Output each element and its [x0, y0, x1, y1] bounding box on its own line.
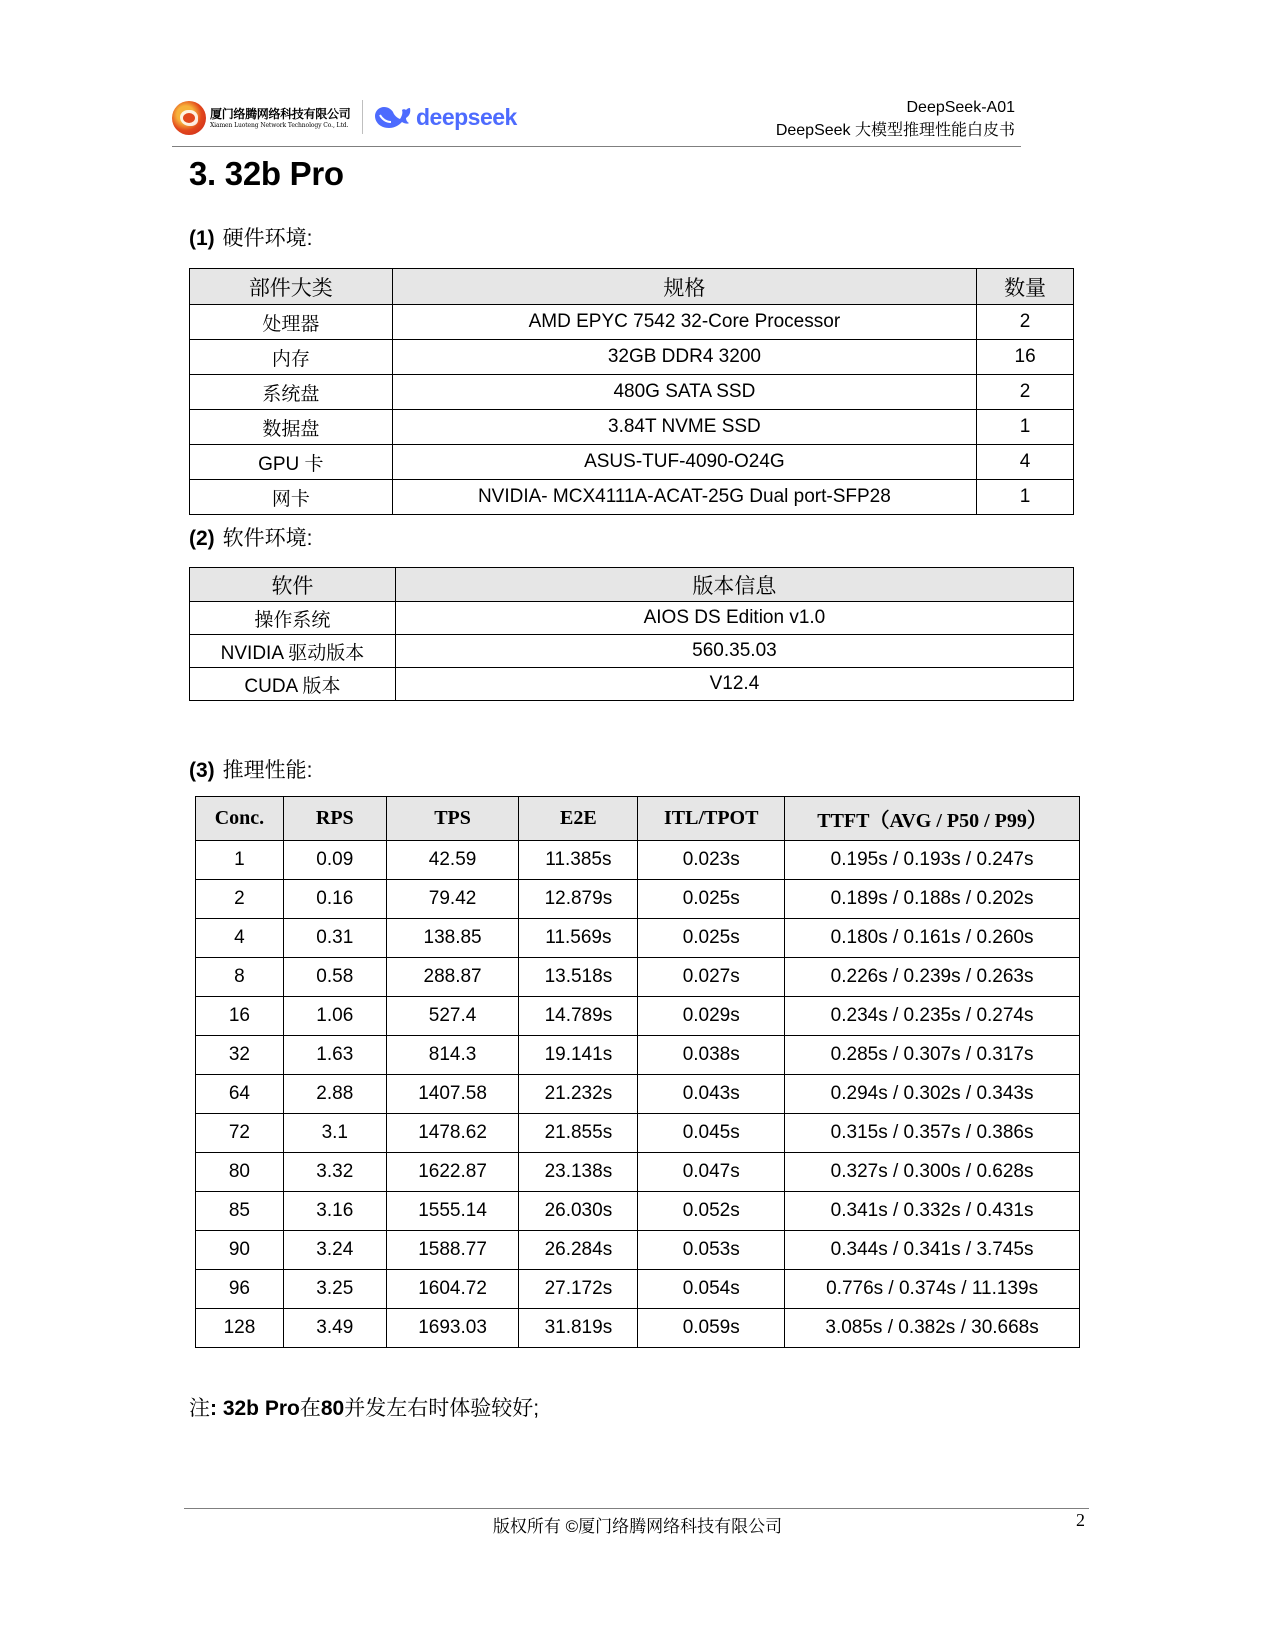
note-concurrency: 80 [320, 1397, 345, 1420]
e2e-cell: 26.030s [519, 1192, 638, 1231]
spec-cell: 32GB DDR4 3200 [392, 340, 977, 375]
software-heading-text: 软件环境: [222, 527, 313, 550]
concurrency-cell: 96 [196, 1270, 284, 1309]
table-row [196, 1309, 1080, 1348]
component-cell: 内存 [190, 340, 393, 375]
e2e-cell: 11.385s [519, 841, 638, 880]
table-row [196, 919, 1080, 958]
rps-cell: 1.63 [283, 1036, 386, 1075]
software-name-cell: CUDA 版本 [190, 668, 396, 701]
table-row [190, 340, 1074, 375]
rps-cell: 3.1 [283, 1114, 386, 1153]
header-divider [172, 146, 1021, 147]
performance-heading-number: (3) [189, 759, 215, 782]
e2e-cell: 14.789s [519, 997, 638, 1036]
tps-cell: 1604.72 [386, 1270, 519, 1309]
table-row [190, 668, 1074, 701]
itl-cell: 0.043s [638, 1075, 785, 1114]
rps-cell: 3.32 [283, 1153, 386, 1192]
column-header-ttft: TTFT（AVG / P50 / P99） [785, 797, 1080, 841]
software-heading-number: (2) [189, 527, 215, 550]
itl-cell: 0.047s [638, 1153, 785, 1192]
concurrency-cell: 90 [196, 1231, 284, 1270]
ttft-cell: 3.085s / 0.382s / 30.668s [785, 1309, 1080, 1348]
footer-divider [184, 1508, 1089, 1509]
ttft-cell: 0.344s / 0.341s / 3.745s [785, 1231, 1080, 1270]
itl-cell: 0.054s [638, 1270, 785, 1309]
software-table [189, 567, 1074, 701]
ttft-cell: 0.180s / 0.161s / 0.260s [785, 919, 1080, 958]
rps-cell: 3.49 [283, 1309, 386, 1348]
column-header: 规格 [392, 269, 977, 305]
performance-heading [189, 754, 313, 784]
tps-cell: 1588.77 [386, 1231, 519, 1270]
rps-cell: 3.24 [283, 1231, 386, 1270]
column-header: 数量 [977, 269, 1074, 305]
table-row [190, 480, 1074, 515]
document-code: DeepSeek-A01 [906, 99, 1015, 116]
tps-cell: 527.4 [386, 997, 519, 1036]
e2e-cell: 26.284s [519, 1231, 638, 1270]
table-row [190, 602, 1074, 635]
component-cell: 处理器 [190, 305, 393, 340]
component-cell: 系统盘 [190, 375, 393, 410]
performance-table [195, 796, 1080, 1348]
table-row [196, 1036, 1080, 1075]
spec-cell: 3.84T NVME SSD [392, 410, 977, 445]
rps-cell: 1.06 [283, 997, 386, 1036]
tps-cell: 79.42 [386, 880, 519, 919]
conclusion-note [189, 1392, 539, 1422]
concurrency-cell: 32 [196, 1036, 284, 1075]
table-row [196, 1114, 1080, 1153]
table-row [196, 880, 1080, 919]
logo-divider [362, 100, 363, 134]
concurrency-cell: 85 [196, 1192, 284, 1231]
itl-cell: 0.052s [638, 1192, 785, 1231]
spec-cell: AMD EPYC 7542 32-Core Processor [392, 305, 977, 340]
itl-cell: 0.045s [638, 1114, 785, 1153]
rps-cell: 2.88 [283, 1075, 386, 1114]
footer-copyright: 版权所有 ©厦门络腾网络科技有限公司 [492, 1517, 783, 1536]
column-header-itl: ITL/TPOT [638, 797, 785, 841]
note-prefix: 注 [189, 1397, 210, 1420]
quantity-cell: 2 [977, 305, 1074, 340]
tps-cell: 1478.62 [386, 1114, 519, 1153]
component-cell: 网卡 [190, 480, 393, 515]
itl-cell: 0.023s [638, 841, 785, 880]
ttft-cell: 0.234s / 0.235s / 0.274s [785, 997, 1080, 1036]
hardware-heading-number: (1) [189, 227, 215, 250]
column-header: 软件 [190, 568, 396, 602]
note-model: : 32b Pro [210, 1397, 300, 1420]
e2e-cell: 23.138s [519, 1153, 638, 1192]
table-header-row [190, 568, 1074, 602]
concurrency-cell: 72 [196, 1114, 284, 1153]
rps-cell: 0.09 [283, 841, 386, 880]
table-row [190, 410, 1074, 445]
tps-cell: 1407.58 [386, 1075, 519, 1114]
software-name-cell: 操作系统 [190, 602, 396, 635]
column-header-rps: RPS [283, 797, 386, 841]
itl-cell: 0.053s [638, 1231, 785, 1270]
concurrency-cell: 1 [196, 841, 284, 880]
table-row [196, 1192, 1080, 1231]
ttft-cell: 0.285s / 0.307s / 0.317s [785, 1036, 1080, 1075]
concurrency-cell: 80 [196, 1153, 284, 1192]
table-row [190, 375, 1074, 410]
itl-cell: 0.029s [638, 997, 785, 1036]
e2e-cell: 21.232s [519, 1075, 638, 1114]
software-heading [189, 522, 313, 552]
version-cell: 560.35.03 [395, 635, 1073, 668]
column-header-concurrency: Conc. [196, 797, 284, 841]
e2e-cell: 11.569s [519, 919, 638, 958]
quantity-cell: 2 [977, 375, 1074, 410]
company-flame-icon [172, 101, 206, 135]
spec-cell: 480G SATA SSD [392, 375, 977, 410]
concurrency-cell: 8 [196, 958, 284, 997]
ttft-cell: 0.294s / 0.302s / 0.343s [785, 1075, 1080, 1114]
e2e-cell: 21.855s [519, 1114, 638, 1153]
ttft-cell: 0.315s / 0.357s / 0.386s [785, 1114, 1080, 1153]
ttft-cell: 0.341s / 0.332s / 0.431s [785, 1192, 1080, 1231]
table-row [196, 958, 1080, 997]
table-header-row [190, 269, 1074, 305]
company-logo [172, 98, 362, 138]
component-cell: 数据盘 [190, 410, 393, 445]
deepseek-whale-icon [374, 102, 412, 132]
quantity-cell: 16 [977, 340, 1074, 375]
column-header-e2e: E2E [519, 797, 638, 841]
table-row [190, 445, 1074, 480]
table-row [190, 635, 1074, 668]
itl-cell: 0.025s [638, 919, 785, 958]
rps-cell: 0.16 [283, 880, 386, 919]
concurrency-cell: 2 [196, 880, 284, 919]
e2e-cell: 12.879s [519, 880, 638, 919]
quantity-cell: 1 [977, 480, 1074, 515]
rps-cell: 0.31 [283, 919, 386, 958]
rps-cell: 3.16 [283, 1192, 386, 1231]
itl-cell: 0.025s [638, 880, 785, 919]
company-name-en: Xiamen Luoteng Network Technology Co., Ltd. [210, 121, 349, 129]
spec-cell: NVIDIA- MCX4111A-ACAT-25G Dual port-SFP28 [392, 480, 977, 515]
performance-heading-text: 推理性能: [222, 759, 313, 782]
deepseek-logo [374, 99, 517, 135]
ttft-cell: 0.189s / 0.188s / 0.202s [785, 880, 1080, 919]
company-name-cn: 厦门络腾网络科技有限公司 [210, 106, 351, 121]
note-suffix: 并发左右时体验较好; [344, 1397, 540, 1420]
table-row [196, 1270, 1080, 1309]
tps-cell: 1622.87 [386, 1153, 519, 1192]
concurrency-cell: 64 [196, 1075, 284, 1114]
hardware-table [189, 268, 1074, 515]
version-cell: AIOS DS Edition v1.0 [395, 602, 1073, 635]
concurrency-cell: 128 [196, 1309, 284, 1348]
table-row [196, 1075, 1080, 1114]
column-header: 版本信息 [395, 568, 1073, 602]
column-header-tps: TPS [386, 797, 519, 841]
column-header: 部件大类 [190, 269, 393, 305]
tps-cell: 814.3 [386, 1036, 519, 1075]
e2e-cell: 13.518s [519, 958, 638, 997]
table-row [196, 1153, 1080, 1192]
hardware-heading-text: 硬件环境: [222, 227, 313, 250]
concurrency-cell: 16 [196, 997, 284, 1036]
rps-cell: 3.25 [283, 1270, 386, 1309]
tps-cell: 1693.03 [386, 1309, 519, 1348]
e2e-cell: 19.141s [519, 1036, 638, 1075]
hardware-heading [189, 222, 313, 252]
brand-wordmark: deepseek [416, 103, 517, 130]
quantity-cell: 4 [977, 445, 1074, 480]
e2e-cell: 31.819s [519, 1309, 638, 1348]
document-title: DeepSeek 大模型推理性能白皮书 [775, 122, 1015, 139]
spec-cell: ASUS-TUF-4090-O24G [392, 445, 977, 480]
ttft-cell: 0.327s / 0.300s / 0.628s [785, 1153, 1080, 1192]
concurrency-cell: 4 [196, 919, 284, 958]
version-cell: V12.4 [395, 668, 1073, 701]
software-name-cell: NVIDIA 驱动版本 [190, 635, 396, 668]
component-cell: GPU 卡 [190, 445, 393, 480]
quantity-cell: 1 [977, 410, 1074, 445]
tps-cell: 42.59 [386, 841, 519, 880]
document-header-info [776, 96, 1015, 142]
rps-cell: 0.58 [283, 958, 386, 997]
table-row [190, 305, 1074, 340]
tps-cell: 138.85 [386, 919, 519, 958]
table-row [196, 997, 1080, 1036]
e2e-cell: 27.172s [519, 1270, 638, 1309]
ttft-cell: 0.226s / 0.239s / 0.263s [785, 958, 1080, 997]
table-header-row [196, 797, 1080, 841]
ttft-cell: 0.776s / 0.374s / 11.139s [785, 1270, 1080, 1309]
page-title: 3. 32b Pro [189, 155, 344, 192]
itl-cell: 0.038s [638, 1036, 785, 1075]
itl-cell: 0.027s [638, 958, 785, 997]
page-number: 2 [1076, 1510, 1085, 1530]
note-in: 在 [299, 1397, 321, 1420]
table-row [196, 1231, 1080, 1270]
tps-cell: 1555.14 [386, 1192, 519, 1231]
itl-cell: 0.059s [638, 1309, 785, 1348]
tps-cell: 288.87 [386, 958, 519, 997]
table-row [196, 841, 1080, 880]
ttft-cell: 0.195s / 0.193s / 0.247s [785, 841, 1080, 880]
